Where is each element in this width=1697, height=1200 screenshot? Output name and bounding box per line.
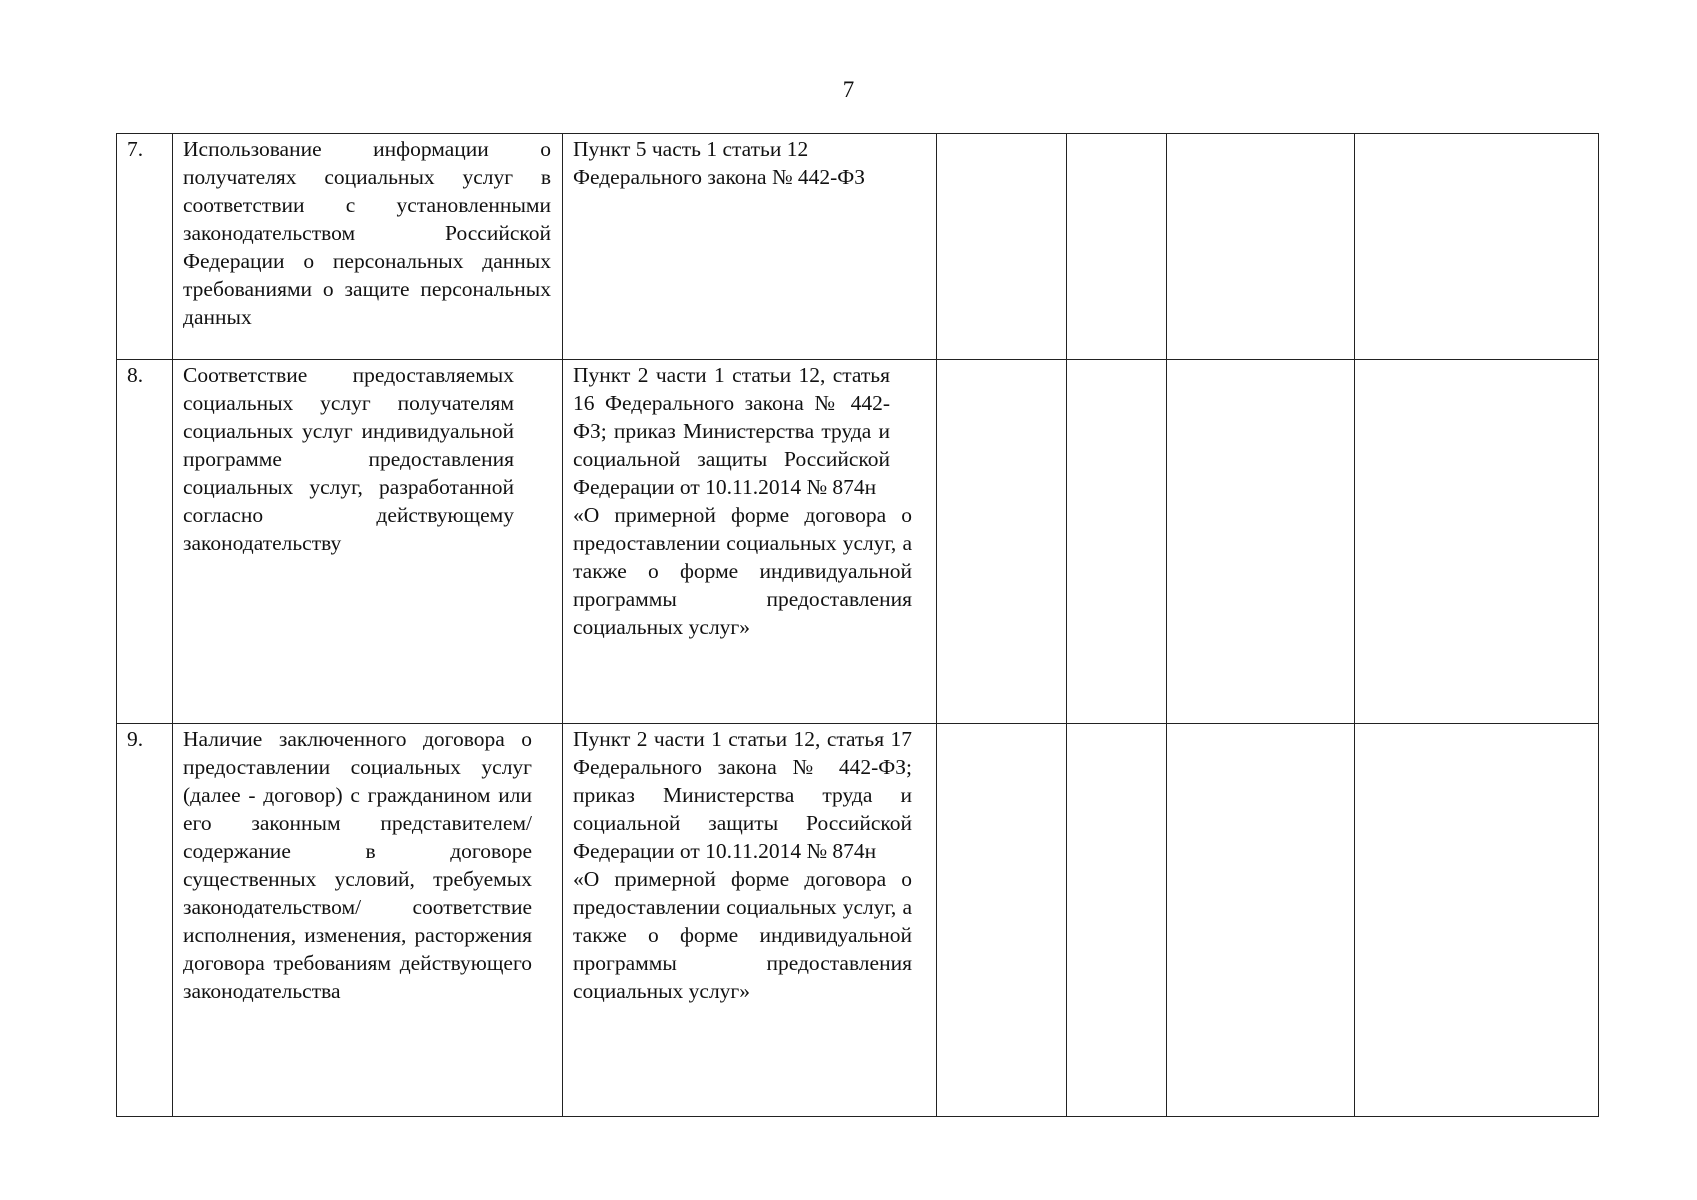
requirement-text: Соответствие предоставляемых социальных услуг получателям социальных услуг индивидуальной программе предоставления социальных услуг, разработанной согласно действующему законодательству: [183, 363, 514, 555]
empty-cell: [1167, 360, 1355, 724]
requirement-cell: [173, 724, 563, 1117]
empty-cell: [1067, 360, 1167, 724]
legal-basis-cell: [563, 134, 937, 360]
empty-cell: [1355, 724, 1599, 1117]
requirement-cell: [173, 134, 563, 360]
legal-basis-text: Пункт 2 части 1 статьи 12, статья 16 Федерального закона № 442-ФЗ; приказ Министерства труда и социальной защиты Российской Федерации от 10.11.2014 № 874н: [573, 363, 890, 499]
table-row: [117, 360, 1599, 724]
table-row: [117, 134, 1599, 360]
requirement-text: Использование информации о получателях социальных услуг в соответствии с установленными законодательством Российской Федерации о персональных данных требованиями о защите персональных данных: [183, 137, 551, 329]
requirements-table: [116, 133, 1599, 1117]
requirement-text: Наличие заключенного договора о предоставлении социальных услуг (далее - договор) с гражданином или его законным представителем/ содержание в договоре существенных условий, требуемых законодательством/ соответствие исполнения, изменения, расторжения договора требованиям действующего законодательства: [183, 727, 532, 1003]
legal-basis-document-title: «О примерной форме договора о предоставлении социальных услуг, а также о форме индивидуальной программы предоставления социальных услуг»: [573, 867, 912, 1003]
empty-cell: [1167, 724, 1355, 1117]
empty-cell: [937, 134, 1067, 360]
empty-cell: [1067, 724, 1167, 1117]
empty-cell: [937, 724, 1067, 1117]
empty-cell: [1067, 134, 1167, 360]
empty-cell: [937, 360, 1067, 724]
table-row: [117, 724, 1599, 1117]
row-number: 7.: [117, 134, 173, 360]
page-number: 7: [842, 77, 855, 102]
legal-basis-cell: [563, 724, 937, 1117]
empty-cell: [1355, 134, 1599, 360]
legal-basis-text: Пункт 5 часть 1 статьи 12 Федерального закона № 442-ФЗ: [573, 137, 866, 189]
legal-basis-document-title: «О примерной форме договора о предоставлении социальных услуг, а также о форме индивидуальной программы предоставления социальных услуг»: [573, 503, 912, 639]
legal-basis-cell: [563, 360, 937, 724]
empty-cell: [1355, 360, 1599, 724]
requirement-cell: [173, 360, 563, 724]
row-number: 8.: [117, 360, 173, 724]
empty-cell: [1167, 134, 1355, 360]
row-number: 9.: [117, 724, 173, 1117]
legal-basis-text: Пункт 2 части 1 статьи 12, статья 17 Федерального закона № 442-ФЗ; приказ Министерства труда и социальной защиты Российской Федерации от 10.11.2014 № 874н: [573, 727, 912, 863]
